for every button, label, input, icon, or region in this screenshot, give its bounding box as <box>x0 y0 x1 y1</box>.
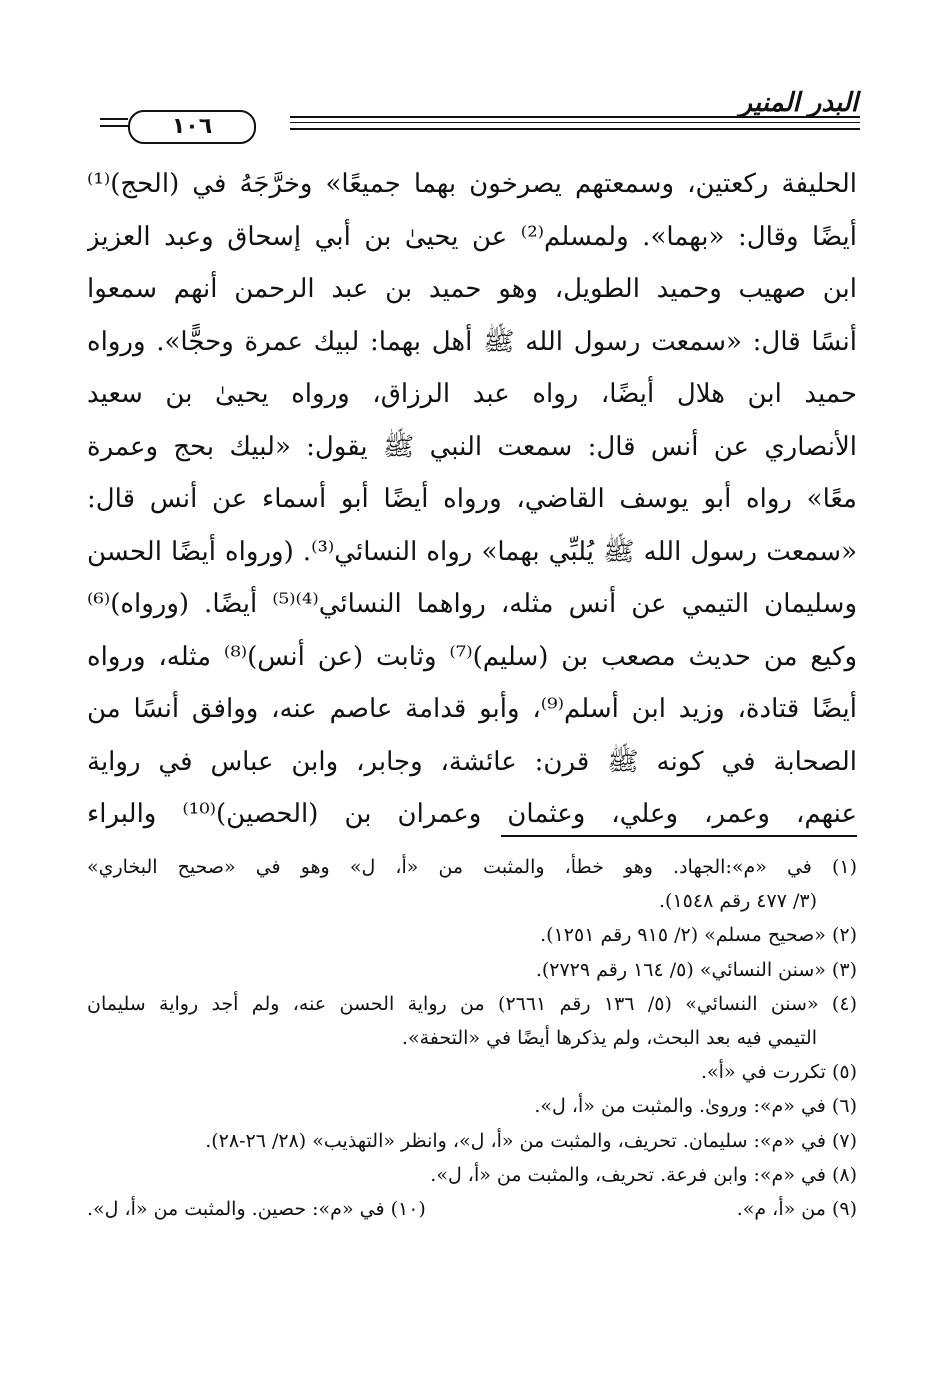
body-line: وكيع من حديث مصعب بن (سليم)⁽⁷⁾ وثابت (عن أنس)⁽⁸⁾ مثله، ورواه <box>87 641 857 672</box>
header-rule-tail <box>100 125 128 127</box>
footnote-9: (٩) من «أ، م». <box>736 1197 857 1220</box>
header-rule <box>290 128 860 130</box>
body-line: أيضًا وقال: «بهما». ولمسلم⁽²⁾ عن يحيىٰ بن أبي إسحاق وعبد العزيز <box>87 221 857 252</box>
body-line: ابن صهيب وحميد الطويل، وهو حميد بن عبد الرحمن أنهم سمعوا <box>87 274 857 304</box>
body-line: الأنصاري عن أنس قال: سمعت النبي ﷺ يقول: «لبيك بحج وعمرة <box>87 431 857 462</box>
footnote-line: (٧) في «م»: سليمان. تحريف، والمثبت من «أ، ل»، وانظر «التهذيب» (٢٨/ ٢٦-٢٨). <box>205 1129 857 1152</box>
footnote-line: (٣/ ٤٧٧ رقم ١٥٤٨). <box>659 890 817 913</box>
body-line: الحليفة ركعتين، وسمعتهم يصرخون بهما جميعًا» وخرَّجَهُ في (الحج)⁽¹⁾ <box>87 169 857 199</box>
footnote-line: (٢) «صحيح مسلم» (٢/ ٩١٥ رقم ١٢٥١). <box>540 924 857 947</box>
footnote-line: (١) في «م»:الجهاد. وهو خطأ، والمثبت من «أ، ل» وهو في «صحيح البخاري» <box>87 856 857 878</box>
header-rule <box>290 116 860 118</box>
footnote-line: (٦) في «م»: وروىٰ. والمثبت من «أ، ل». <box>534 1095 857 1118</box>
header-rule <box>290 122 860 123</box>
body-text <box>87 158 857 841</box>
running-title: البدر المنير <box>739 88 858 118</box>
footnote-10: (١٠) في «م»: حصين. والمثبت من «أ، ل». <box>87 1197 426 1220</box>
footnote-line: (٤) «سنن النسائي» (٥/ ١٣٦ رقم ٢٦٦١) من رواية الحسن عنه، ولم أجد رواية سليمان <box>87 992 857 1015</box>
body-line: حميد ابن هلال أيضًا، رواه عبد الرزاق، ورواه يحيىٰ بن سعيد <box>87 379 857 409</box>
footnote-separator <box>501 835 857 837</box>
body-line: وسليمان التيمي عن أنس مثله، رواهما النسائي⁽⁴⁾⁽⁵⁾ أيضًا. (ورواه)⁽⁶⁾ <box>87 589 857 619</box>
body-line: أيضًا قتادة، وزيد ابن أسلم⁽⁹⁾، وأبو قدامة عاصم عنه، ووافق أنسًا من <box>87 694 857 724</box>
header-rule-tail <box>100 118 128 120</box>
footnote-line: (٣) «سنن النسائي» (٥/ ١٦٤ رقم ٢٧٢٩). <box>535 958 857 981</box>
footnote-line: (٨) في «م»: وابن فرعة. تحريف، والمثبت من «أ، ل». <box>430 1163 857 1186</box>
body-line: معًا» رواه أبو يوسف القاضي، ورواه أيضًا أبو أسماء عن أنس قال: <box>87 484 857 514</box>
body-line: أنسًا قال: «سمعت رسول الله ﷺ أهل بهما: لبيك عمرة وحجًّا». ورواه <box>87 326 857 357</box>
footnotes <box>87 850 857 1226</box>
page-number: ١٠٦ <box>128 110 256 144</box>
body-line: «سمعت رسول الله ﷺ يُلبِّي بهما» رواه النسائي⁽³⁾. (ورواه أيضًا الحسن <box>87 536 857 567</box>
footnote-line: التيمي فيه بعد البحث، ولم يذكرها أيضًا في «التحفة». <box>401 1026 817 1049</box>
footnote-pair <box>87 1192 857 1226</box>
page-header <box>100 88 860 148</box>
body-line: الصحابة في كونه ﷺ قرن: عائشة، وجابر، وابن عباس في رواية <box>87 746 857 777</box>
footnote-line: (٥) تكررت في «أ». <box>701 1061 857 1084</box>
body-line: عنهم، وعمر، وعلي، وعثمان وعمران بن (الحصين)⁽¹⁰⁾ والبراء <box>87 799 857 829</box>
